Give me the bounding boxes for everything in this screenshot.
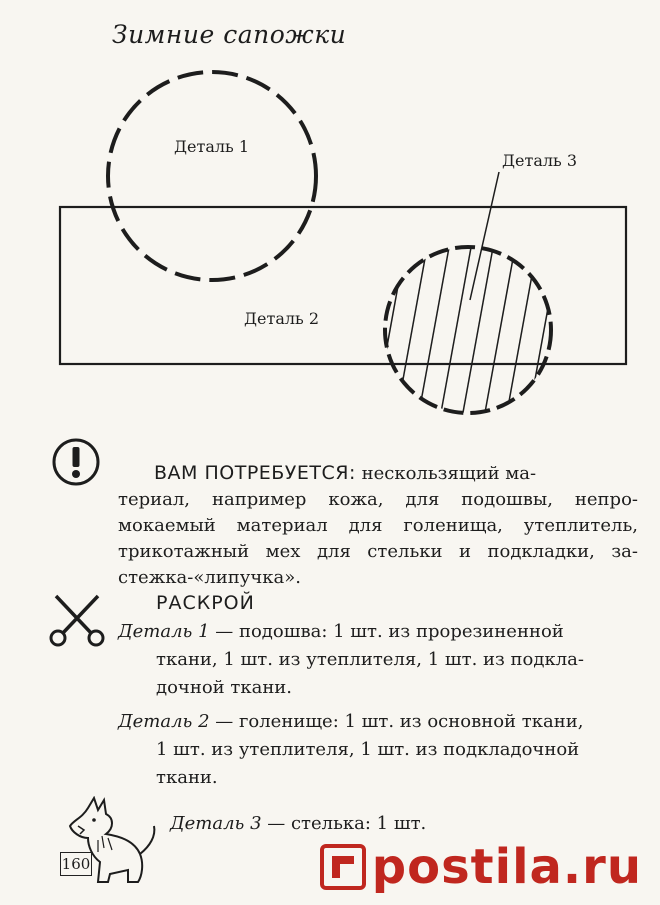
materials-text: териал, например кожа, для подошвы, непро-мокаемый материал для голенища, утеплитель, трикотажный мех для стельки и подкладки, за-стежка-«липучка».: [118, 489, 638, 588]
cut-item: Деталь 1 — подошва: 1 шт. из прорезиненной ткани, 1 шт. из утеплителя, 1 шт. из подкла-дочной ткани.: [118, 621, 584, 698]
watermark: postila.ru: [320, 836, 642, 895]
part-1-outline: [108, 72, 316, 280]
page-number: 160: [60, 852, 92, 876]
part-2-outline: [60, 207, 626, 364]
scissors-icon: [48, 590, 106, 648]
part-3-label: Деталь 3: [502, 151, 578, 170]
materials-paragraph: ВАМ ПОТРЕБУЕТСЯ: нескользящий ма- териал, например кожа, для подошвы, непро-мокаемый материал для голенища, утеплитель, трикотажный мех для стельки и подкладки, за-стежка-«липучка».: [118, 462, 638, 588]
part-3-hatching: [370, 220, 586, 430]
materials-heading: ВАМ ПОТРЕБУЕТСЯ:: [154, 462, 356, 484]
cut-item: Деталь 2 — голенище: 1 шт. из основной ткани, 1 шт. из утеплителя, 1 шт. из подкладочной ткани.: [118, 711, 584, 788]
page-title: Зимние сапожки: [112, 20, 347, 49]
part-2-label: Деталь 2: [244, 309, 320, 328]
exclamation-icon: [50, 436, 102, 488]
pattern-diagram: [0, 0, 660, 430]
postila-logo-icon: [320, 844, 366, 890]
cutting-heading: РАСКРОЙ: [156, 592, 255, 614]
cut-item: Деталь 3 — стелька: 1 шт.: [170, 813, 427, 834]
part-1-label: Деталь 1: [174, 137, 250, 156]
part-3-leader: [470, 172, 499, 300]
